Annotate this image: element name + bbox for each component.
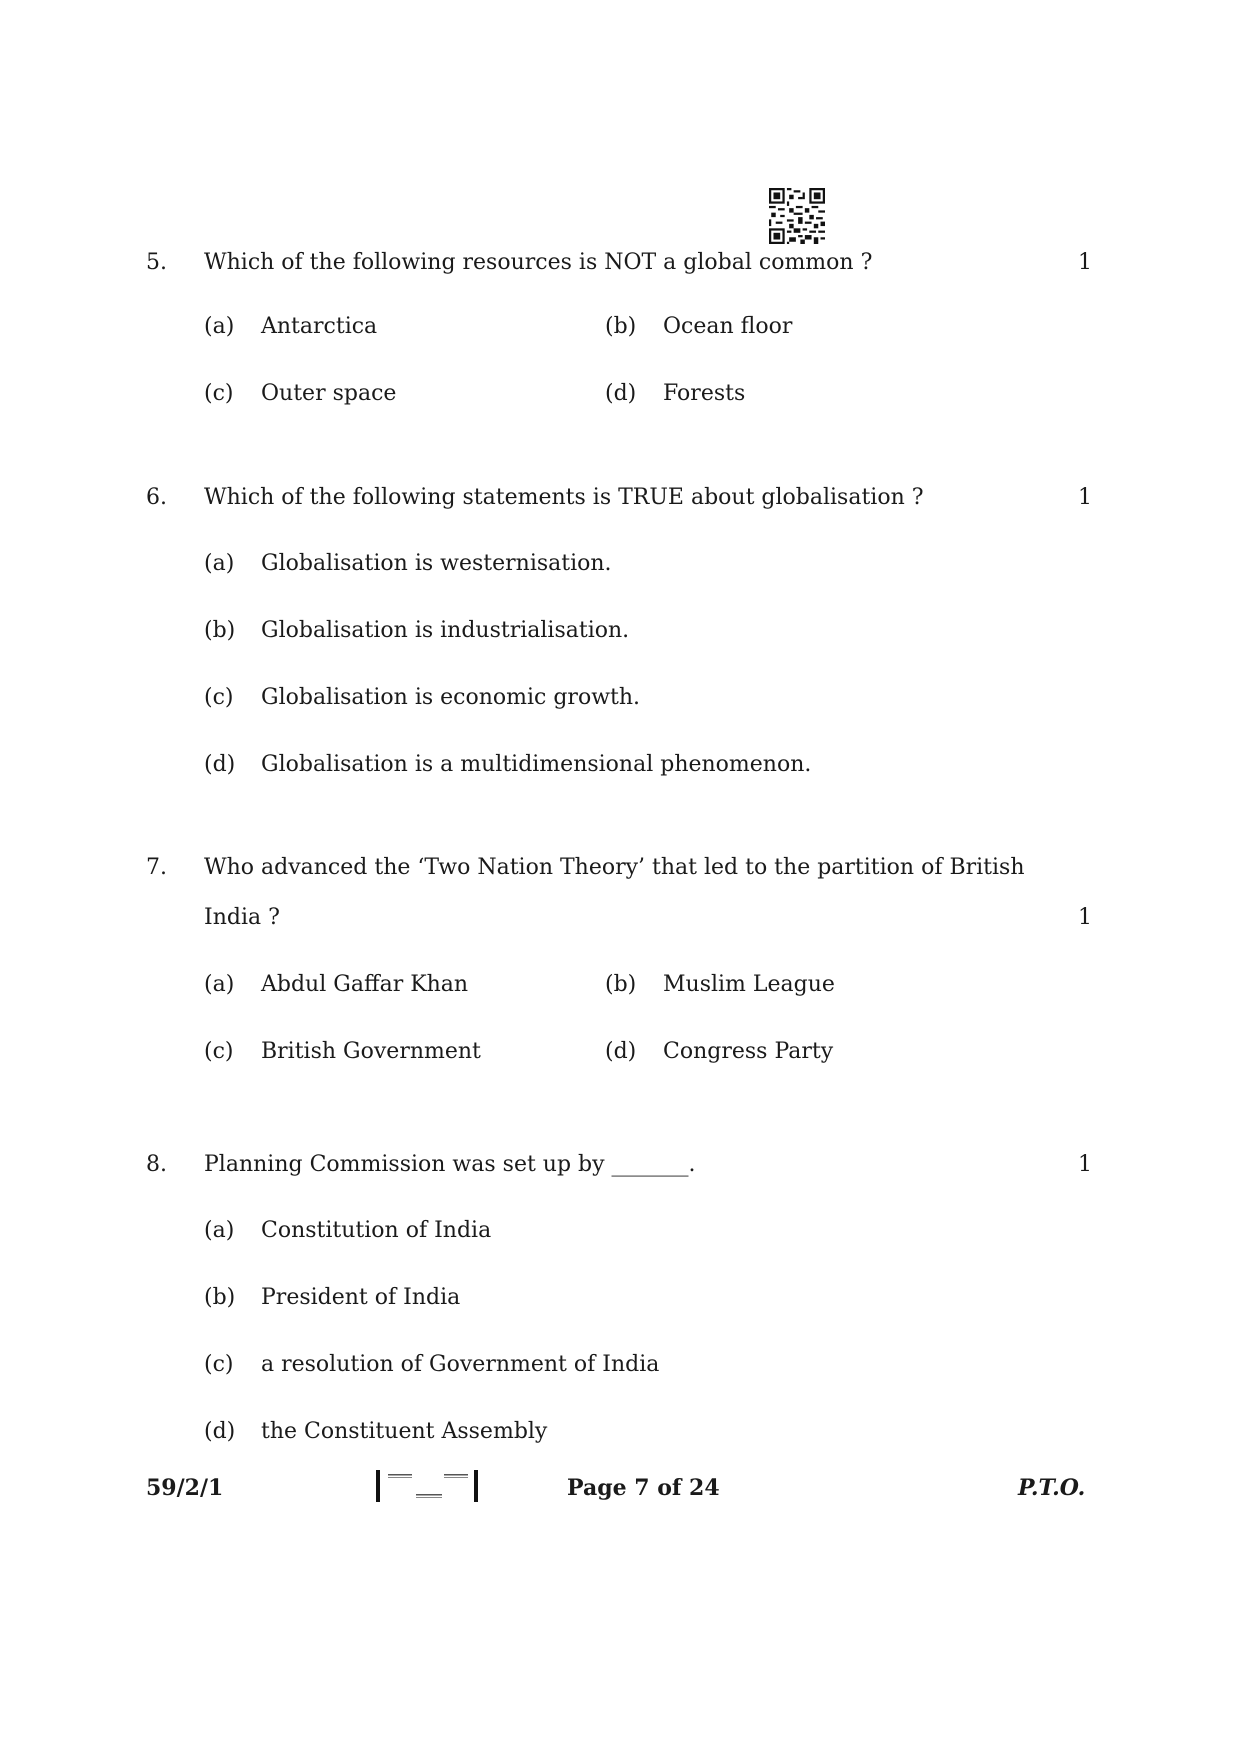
pto-label: P.T.O.	[1018, 1475, 1086, 1501]
question-number: 6.	[146, 485, 167, 510]
option-label: (d)	[204, 752, 236, 777]
question-text-line2: India ?	[204, 905, 280, 930]
option-text: British Government	[261, 1039, 481, 1064]
option-text: Globalisation is westernisation.	[261, 551, 612, 576]
option-label: (b)	[204, 1285, 236, 1310]
qr-code	[769, 188, 825, 244]
question-text: Planning Commission was set up by _______.	[204, 1152, 696, 1177]
question-number: 5.	[146, 250, 167, 275]
option-text: Globalisation is industrialisation.	[261, 618, 630, 643]
option-text: Abdul Gaffar Khan	[261, 972, 469, 997]
option-text: President of India	[261, 1285, 461, 1310]
question-marks: 1	[1078, 485, 1092, 510]
option-text: Constitution of India	[261, 1218, 492, 1243]
question-number: 8.	[146, 1152, 167, 1177]
option-text: Outer space	[261, 381, 397, 406]
option-label: (b)	[605, 972, 637, 997]
question-marks: 1	[1078, 250, 1092, 275]
option-text: a resolution of Government of India	[261, 1352, 660, 1377]
option-label: (c)	[204, 1352, 234, 1377]
option-text: Globalisation is a multidimensional phenomenon.	[261, 752, 812, 777]
option-label: (c)	[204, 685, 234, 710]
option-label: (c)	[204, 381, 234, 406]
option-text: Antarctica	[261, 314, 378, 339]
option-label: (b)	[605, 314, 637, 339]
option-label: (a)	[204, 314, 235, 339]
option-label: (d)	[605, 1039, 637, 1064]
option-label: (a)	[204, 972, 235, 997]
option-label: (d)	[204, 1419, 236, 1444]
option-label: (b)	[204, 618, 236, 643]
question-marks: 1	[1078, 905, 1092, 930]
option-label: (d)	[605, 381, 637, 406]
option-label: (c)	[204, 1039, 234, 1064]
option-text: Ocean floor	[663, 314, 793, 339]
paper-code: 59/2/1	[146, 1475, 224, 1501]
option-text: Congress Party	[663, 1039, 834, 1064]
question-number: 7.	[146, 855, 167, 880]
barcode-icon	[374, 1468, 480, 1504]
option-label: (a)	[204, 1218, 235, 1243]
option-text: Globalisation is economic growth.	[261, 685, 641, 710]
question-text: Which of the following resources is NOT a global common ?	[204, 250, 873, 275]
option-label: (a)	[204, 551, 235, 576]
option-text: Forests	[663, 381, 746, 406]
page-number: Page 7 of 24	[567, 1475, 720, 1501]
option-text: the Constituent Assembly	[261, 1419, 548, 1444]
question-marks: 1	[1078, 1152, 1092, 1177]
question-text: Which of the following statements is TRUE about globalisation ?	[204, 485, 924, 510]
option-text: Muslim League	[663, 972, 835, 997]
question-text-line1: Who advanced the ‘Two Nation Theory’ that led to the partition of British	[204, 855, 1025, 880]
